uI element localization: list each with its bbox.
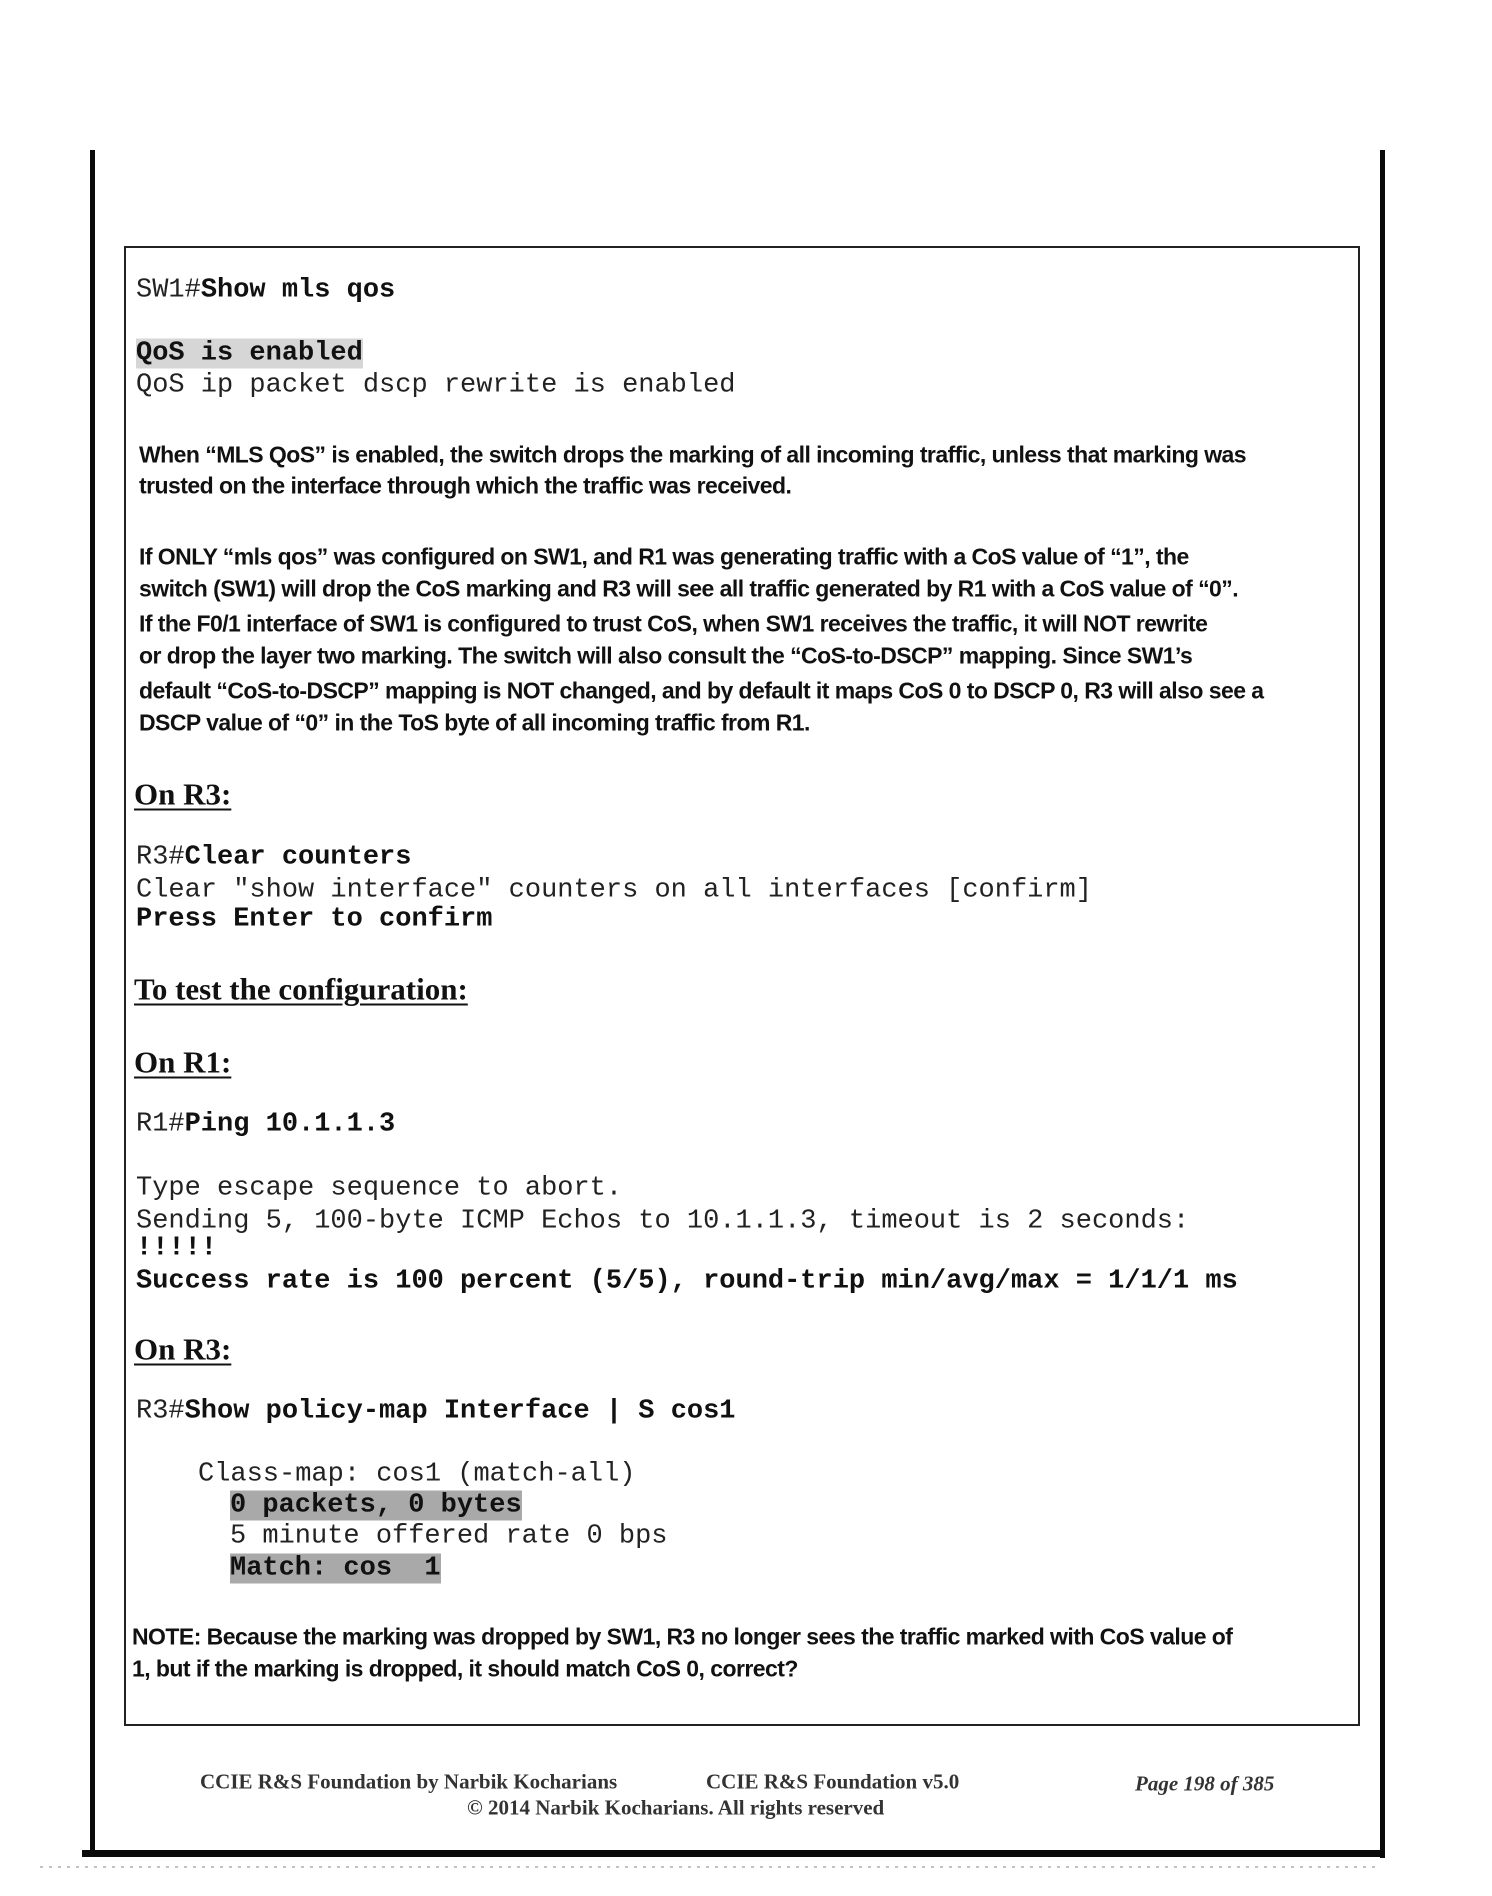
section-heading: On R3: — [134, 1331, 232, 1367]
page-frame-left — [90, 150, 95, 1856]
cli-output-line: Class-map: cos1 (match-all) — [198, 1459, 636, 1490]
note-line: NOTE: Because the marking was dropped by SW1, R3 no longer sees the traffic marked with CoS value of — [132, 1623, 1233, 1650]
cli-output-line — [230, 1490, 522, 1521]
paragraph-line: DSCP value of “0” in the ToS byte of all incoming traffic from R1. — [139, 709, 810, 736]
ping-summary: Success rate is 100 percent (5/5), round-trip min/avg/max = 1/1/1 ms — [136, 1266, 1238, 1297]
cli-output-line — [136, 338, 363, 369]
paragraph-line: default “CoS-to-DSCP” mapping is NOT changed, and by default it maps CoS 0 to DSCP 0, R3 will also see a — [139, 677, 1264, 704]
cli-command: Show mls qos — [200, 275, 396, 306]
cli-output-line — [136, 1266, 1238, 1297]
page-frame-right — [1380, 150, 1385, 1858]
paragraph-line: If ONLY “mls qos” was configured on SW1, and R1 was generating traffic with a CoS value of “1”, the — [139, 543, 1189, 570]
cli-output-line: Clear "show interface" counters on all interfaces [confirm] — [136, 875, 1092, 906]
paragraph-line: If the F0/1 interface of SW1 is configured to trust CoS, when SW1 receives the traffic, it will NOT rewrite — [139, 610, 1208, 637]
section-heading: On R3: — [134, 776, 232, 812]
paragraph-line: trusted on the interface through which the traffic was received. — [139, 472, 792, 499]
cli-instruction — [136, 904, 493, 935]
cli-command: Clear counters — [184, 842, 412, 873]
footer-version: CCIE R&S Foundation v5.0 — [706, 1769, 960, 1794]
footer-book-title: CCIE R&S Foundation by Narbik Kocharians — [200, 1769, 618, 1794]
section-heading: To test the configuration: — [134, 971, 468, 1007]
paragraph-line: switch (SW1) will drop the CoS marking and R3 will see all traffic generated by R1 with a CoS value of “0”. — [139, 575, 1239, 602]
cli-output-line: 5 minute offered rate 0 bps — [230, 1521, 668, 1552]
paragraph-line: When “MLS QoS” is enabled, the switch drops the marking of all incoming traffic, unless that marking was — [139, 441, 1247, 468]
cli-instruction-text: Press Enter to confirm — [136, 904, 493, 935]
highlighted-output: Match: cos 1 — [230, 1553, 441, 1584]
cli-command: Ping 10.1.1.3 — [184, 1109, 396, 1140]
cli-prompt: R3# — [136, 1396, 185, 1427]
cli-output-line — [136, 1233, 218, 1264]
cli-output-line: QoS ip packet dscp rewrite is enabled — [136, 370, 736, 401]
cli-command: Show policy-map Interface | S cos1 — [184, 1396, 736, 1427]
cli-command-r3-clear — [136, 842, 412, 873]
cli-command-sw1 — [136, 275, 396, 306]
page-number: Page 198 of 385 — [1135, 1771, 1275, 1796]
footer-copyright: © 2014 Narbik Kocharians. All rights reserved — [467, 1795, 885, 1820]
cli-output-line — [230, 1553, 441, 1584]
note-line: 1, but if the marking is dropped, it should match CoS 0, correct? — [132, 1655, 798, 1682]
section-heading: On R1: — [134, 1044, 232, 1080]
cli-prompt: R1# — [136, 1109, 185, 1140]
scan-artifact — [40, 1866, 1380, 1868]
highlighted-output: QoS is enabled — [136, 338, 363, 369]
cli-output-line: Type escape sequence to abort. — [136, 1173, 623, 1204]
highlighted-output: 0 packets, 0 bytes — [230, 1490, 522, 1521]
cli-prompt: R3# — [136, 842, 185, 873]
page-frame-bottom — [82, 1850, 1385, 1857]
cli-prompt: SW1# — [136, 275, 201, 306]
cli-output-line: Sending 5, 100-byte ICMP Echos to 10.1.1.3, timeout is 2 seconds: — [136, 1206, 1190, 1237]
ping-success-marks: !!!!! — [136, 1233, 218, 1264]
cli-command-r1-ping — [136, 1109, 396, 1140]
paragraph-line: or drop the layer two marking. The switch will also consult the “CoS-to-DSCP” mapping. Since SW1’s — [139, 642, 1193, 669]
cli-command-r3-show — [136, 1396, 736, 1427]
